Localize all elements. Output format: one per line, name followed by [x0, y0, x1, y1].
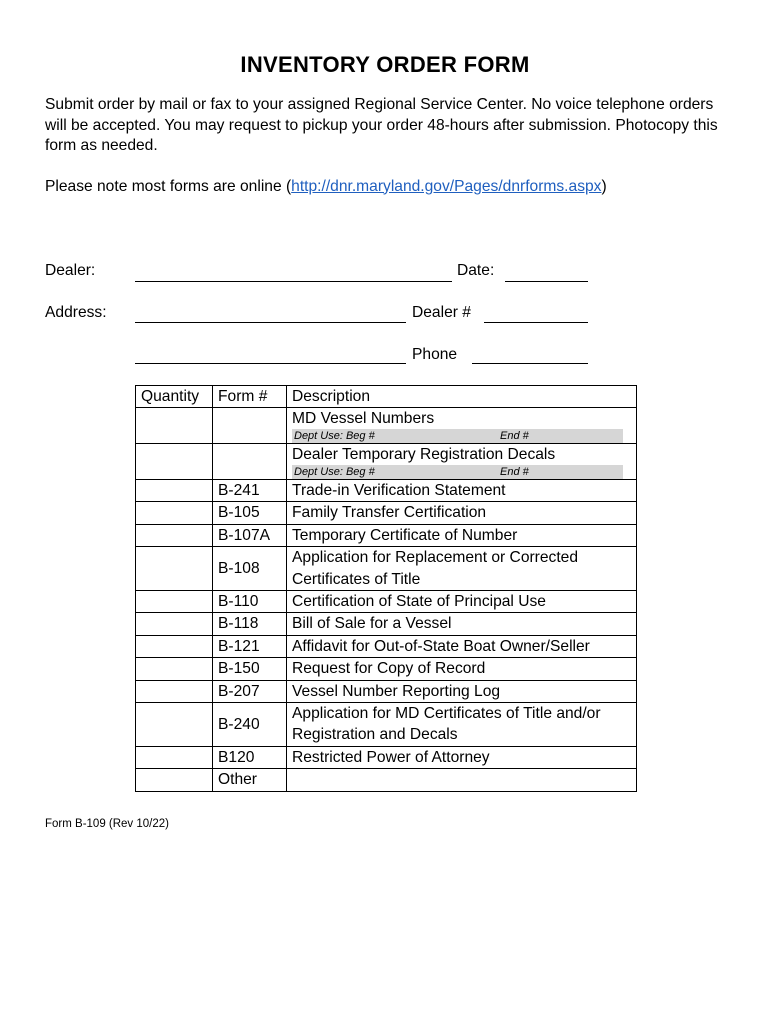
description-cell: Bill of Sale for a Vessel — [287, 613, 637, 635]
instructions-paragraph: Submit order by mail or fax to your assigned Regional Service Center. No voice telephone orders will be accepted. You may request to pickup your order 48-hours after submission. Photocopy this form as needed. — [45, 96, 718, 154]
dealer-number-label: Dealer # — [412, 304, 471, 321]
quantity-cell[interactable] — [136, 444, 213, 480]
form-number-cell: B-118 — [213, 613, 287, 635]
form-number-cell: B-110 — [213, 591, 287, 613]
date-input-line[interactable] — [505, 281, 588, 282]
form-number-cell: B-105 — [213, 502, 287, 524]
description-cell: Application for Replacement or Corrected Certificates of Title — [287, 547, 637, 591]
description-text: MD Vessel Numbers — [292, 410, 435, 427]
table-row — [136, 769, 637, 791]
quantity-cell[interactable] — [136, 703, 213, 747]
table-row — [136, 591, 637, 613]
form-number-cell: B-150 — [213, 658, 287, 680]
description-cell: Application for MD Certificates of Title and/or Registration and Decals — [287, 703, 637, 747]
description-cell: Restricted Power of Attorney — [287, 746, 637, 768]
quantity-cell[interactable] — [136, 746, 213, 768]
table-row — [136, 703, 637, 747]
address-input-line-1[interactable] — [135, 322, 406, 323]
quantity-cell[interactable] — [136, 547, 213, 591]
inventory-table — [135, 385, 637, 792]
note-suffix: ) — [601, 177, 607, 195]
header-description: Description — [287, 386, 637, 408]
dept-use-beg-label: Dept Use: Beg # — [294, 466, 375, 478]
online-forms-note — [45, 177, 735, 198]
dept-use-strip — [292, 429, 623, 443]
description-cell: Affidavit for Out-of-State Boat Owner/Seller — [287, 635, 637, 657]
table-header-row — [136, 386, 637, 408]
table-row — [136, 502, 637, 524]
quantity-cell[interactable] — [136, 502, 213, 524]
description-cell: Vessel Number Reporting Log — [287, 680, 637, 702]
dnr-forms-link[interactable]: http://dnr.maryland.gov/Pages/dnrforms.aspx — [291, 177, 602, 195]
description-cell: Certification of State of Principal Use — [287, 591, 637, 613]
quantity-cell[interactable] — [136, 635, 213, 657]
dept-use-end-label: End # — [500, 430, 529, 442]
dealer-number-input-line[interactable] — [484, 322, 588, 323]
dept-use-end-label: End # — [500, 466, 529, 478]
table-row — [136, 408, 637, 444]
table-row — [136, 635, 637, 657]
intro-text — [45, 95, 735, 197]
table-row — [136, 444, 637, 480]
table-row — [136, 680, 637, 702]
table-row — [136, 746, 637, 768]
quantity-cell[interactable] — [136, 680, 213, 702]
form-number-cell: B-207 — [213, 680, 287, 702]
form-number-cell: Other — [213, 769, 287, 791]
address-label: Address: — [45, 304, 107, 321]
quantity-cell[interactable] — [136, 524, 213, 546]
description-cell: Family Transfer Certification — [287, 502, 637, 524]
table-row — [136, 547, 637, 591]
address-input-line-2[interactable] — [135, 363, 406, 364]
phone-label: Phone — [412, 346, 458, 363]
note-prefix: Please note most forms are online ( — [45, 177, 292, 195]
page-title: INVENTORY ORDER FORM — [240, 52, 530, 77]
quantity-cell[interactable] — [136, 769, 213, 791]
phone-input-line[interactable] — [472, 363, 588, 364]
description-cell: Temporary Certificate of Number — [287, 524, 637, 546]
form-number-cell: B120 — [213, 746, 287, 768]
table-row — [136, 658, 637, 680]
description-cell: Trade-in Verification Statement — [287, 480, 637, 502]
form-number-cell: B-108 — [213, 547, 287, 591]
form-number-cell: B-240 — [213, 703, 287, 747]
quantity-cell[interactable] — [136, 658, 213, 680]
quantity-cell[interactable] — [136, 591, 213, 613]
table-row — [136, 480, 637, 502]
description-cell[interactable] — [287, 769, 637, 791]
form-number-cell: B-121 — [213, 635, 287, 657]
header-quantity: Quantity — [136, 386, 213, 408]
quantity-cell[interactable] — [136, 613, 213, 635]
form-number-cell — [213, 408, 287, 444]
header-form-number: Form # — [213, 386, 287, 408]
form-number-cell: B-107A — [213, 524, 287, 546]
dept-use-strip — [292, 465, 623, 479]
description-cell: Request for Copy of Record — [287, 658, 637, 680]
form-number-cell: B-241 — [213, 480, 287, 502]
form-number-cell — [213, 444, 287, 480]
table-row — [136, 613, 637, 635]
table-row — [136, 524, 637, 546]
quantity-cell[interactable] — [136, 480, 213, 502]
dealer-input-line[interactable] — [135, 281, 452, 282]
dept-use-beg-label: Dept Use: Beg # — [294, 430, 375, 442]
description-text: Dealer Temporary Registration Decals — [292, 446, 556, 463]
form-revision: Form B-109 (Rev 10/22) — [45, 818, 169, 830]
description-cell — [287, 444, 637, 480]
description-cell — [287, 408, 637, 444]
date-label: Date: — [457, 262, 495, 279]
dealer-label: Dealer: — [45, 262, 96, 279]
quantity-cell[interactable] — [136, 408, 213, 444]
